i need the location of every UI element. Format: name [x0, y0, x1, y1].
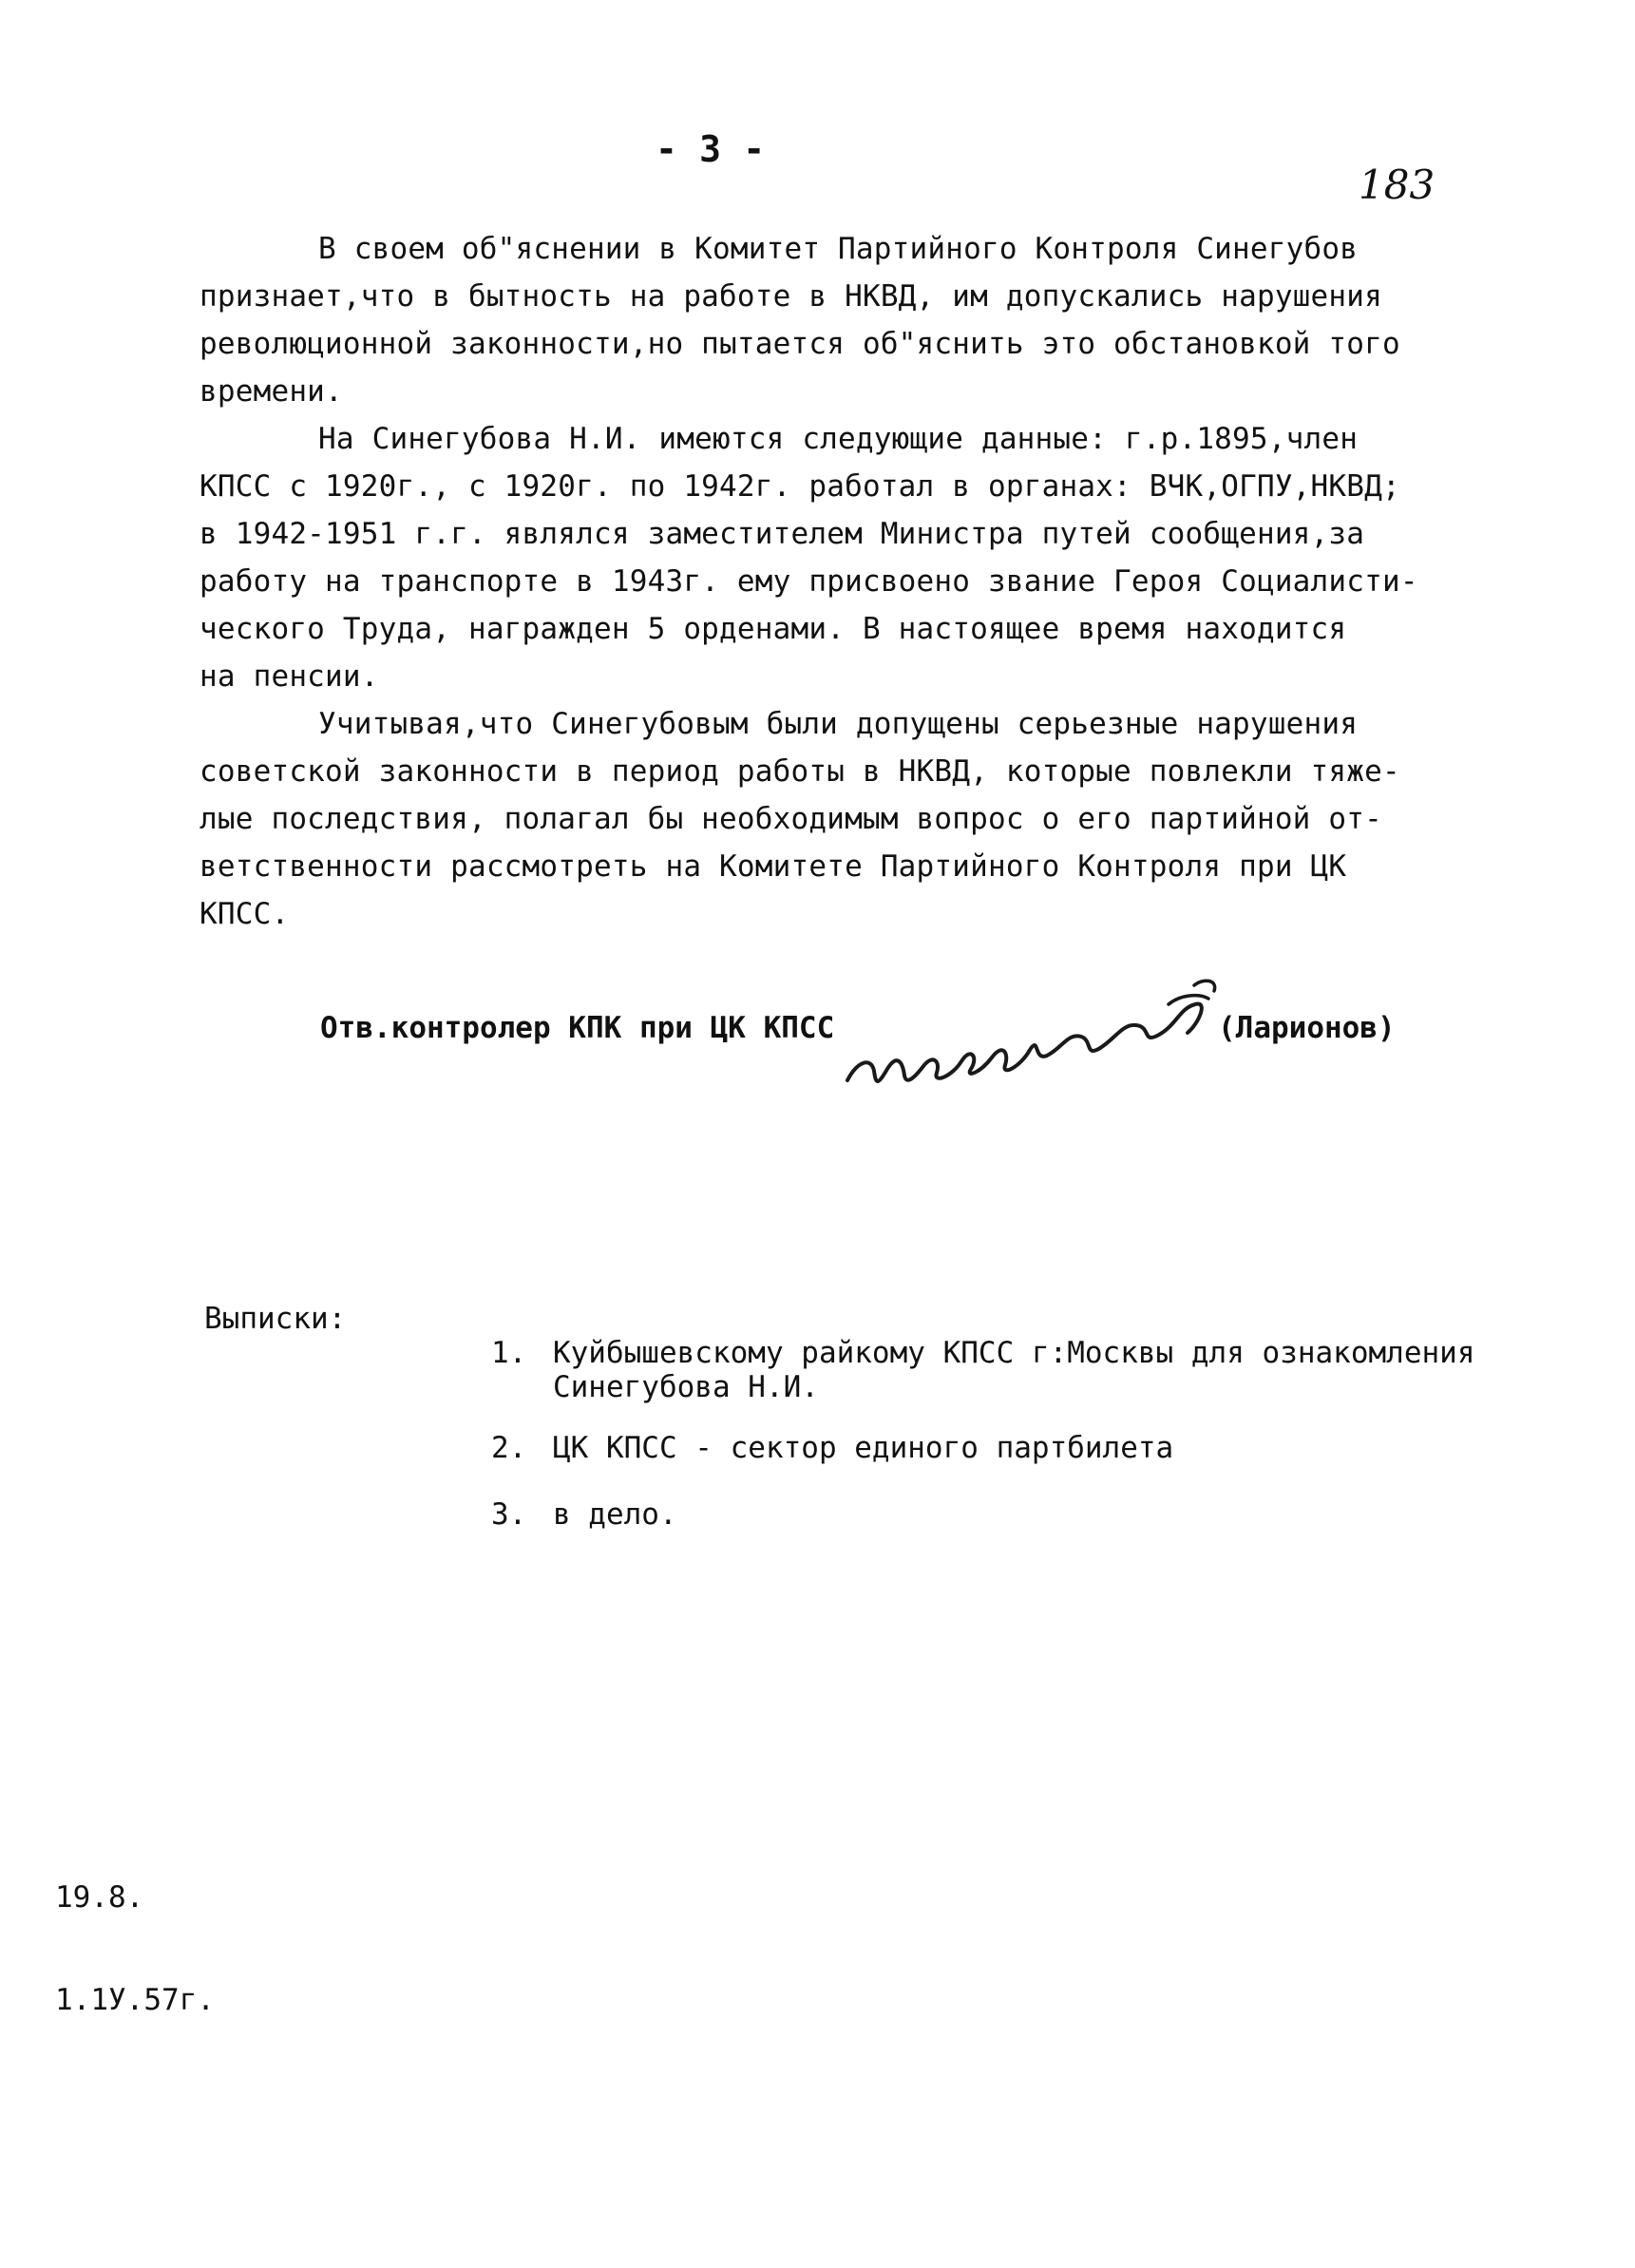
paragraph-line: революционной законности,но пытается об"яснить это обстановкой того — [200, 327, 1400, 361]
paragraph-line: времени. — [200, 374, 343, 409]
signer-position: Отв.контролер КПК при ЦК КПСС — [320, 1011, 835, 1045]
paragraph-line: работу на транспорте в 1943г. ему присвоено звание Героя Социалисти- — [200, 564, 1418, 599]
paragraph-line: лые последствия, полагал бы необходимым вопрос о его партийной от- — [200, 802, 1382, 836]
paragraph-line: В своем об"яснении в Комитет Партийного Контроля Синегубов — [318, 232, 1359, 266]
item-number: 2. — [490, 1431, 527, 1465]
item-text: в дело. — [552, 1497, 677, 1532]
paragraph-line: КПСС. — [200, 897, 290, 931]
paragraph-line: На Синегубова Н.И. имеются следующие данные: г.р.1895,член — [318, 422, 1359, 456]
stamp-line: 1.1У.57г. — [55, 1983, 215, 2017]
paragraph-line: ческого Труда, награжден 5 орденами. В настоящее время находится — [200, 612, 1347, 646]
paragraph-line: КПСС с 1920г., с 1920г. по 1942г. работал в органах: ВЧК,ОГПУ,НКВД; — [200, 469, 1400, 504]
distribution-item — [385, 1463, 677, 1566]
paragraph-line: Учитывая,что Синегубовым были допущены серьезные нарушения — [318, 707, 1359, 741]
item-text: Куйбышевскому райкому КПСС г:Москвы для ознакомления Синегубова Н.И. — [552, 1336, 1475, 1404]
typist-date-stamp — [55, 1812, 215, 2086]
stamp-line: 19.8. — [55, 1880, 144, 1915]
paragraph-line: в 1942-1951 г.г. являлся заместителем Министра путей сообщения,за — [200, 517, 1365, 551]
signer-name: (Ларионов) — [1218, 1011, 1396, 1045]
page-number: - 3 - — [656, 128, 766, 170]
paragraph-line: признает,что в бытность на работе в НКВД, им допускались нарушения — [200, 279, 1382, 314]
paragraph-line: советской законности в период работы в НКВД, которые повлекли тяже- — [200, 754, 1400, 789]
paragraph-line: ветственности рассмотреть на Комитете Партийного Контроля при ЦК — [200, 849, 1347, 884]
item-number: 3. — [490, 1497, 527, 1532]
signature-block — [320, 1004, 1460, 1099]
item-text: ЦК КПСС - сектор единого партбилета — [552, 1431, 1174, 1465]
archive-page-number: 183 — [1359, 162, 1435, 208]
distribution-label: Выписки: — [204, 1302, 347, 1336]
paragraph-line: на пенсии. — [200, 659, 379, 694]
item-number: 1. — [490, 1336, 527, 1370]
